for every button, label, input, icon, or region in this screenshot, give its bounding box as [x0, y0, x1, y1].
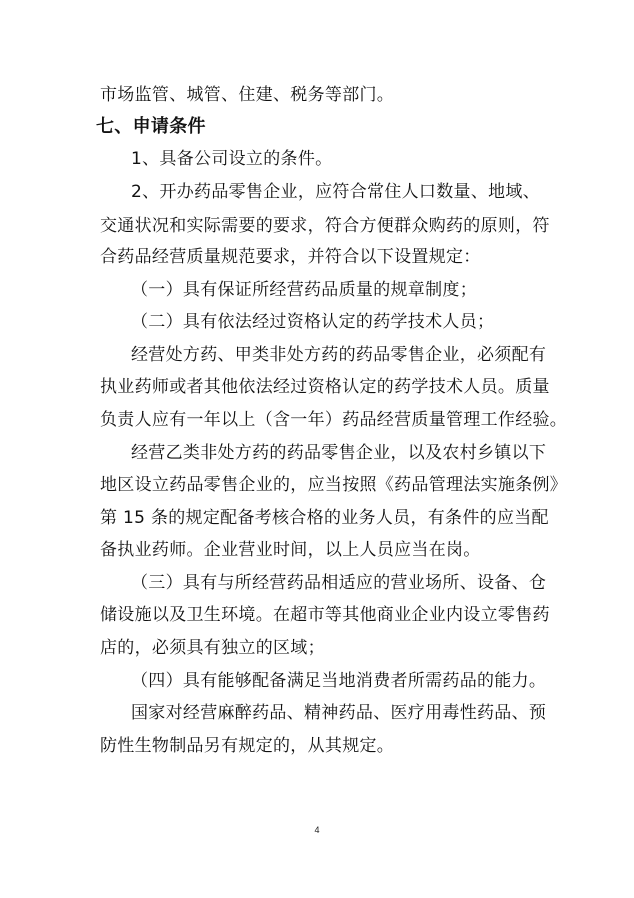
- section-heading: 七、申请条件: [96, 116, 206, 137]
- text-line-19: （四）具有能够配备满足当地消费者所需药品的能力。: [131, 671, 547, 691]
- text-line-10: 执业药师或者其他依法经过资格认定的药学技术人员。质量: [100, 377, 550, 397]
- text-line-5: 交通状况和实际需要的要求，符合方便群众购药的原则，符: [100, 216, 550, 236]
- text-line-15: 备执业药师。企业营业时间，以上人员应当在岗。: [100, 540, 481, 560]
- page-number: 4: [314, 825, 320, 835]
- text-line-3: 1、具备公司设立的条件。: [131, 149, 333, 169]
- text-line-12: 经营乙类非处方药的药品零售企业，以及农村乡镇以下: [131, 443, 547, 463]
- text-line-4: 2、开办药品零售企业，应符合常住人口数量、地域、: [131, 182, 541, 202]
- text-line-14: 第 15 条的规定配备考核合格的业务人员，有条件的应当配: [100, 508, 549, 528]
- text-line-17: 储设施以及卫生环境。在超市等其他商业企业内设立零售药: [100, 605, 550, 625]
- text-line-1: 市场监管、城管、住建、税务等部门。: [100, 85, 395, 105]
- text-line-20: 国家对经营麻醉药品、精神药品、医疗用毒性药品、预: [131, 703, 547, 723]
- text-line-11: 负责人应有一年以上（含一年）药品经营质量管理工作经验。: [100, 410, 568, 430]
- text-line-8: （二）具有依法经过资格认定的药学技术人员；: [131, 312, 495, 332]
- text-line-9: 经营处方药、甲类非处方药的药品零售企业，必须配有: [131, 345, 547, 365]
- text-line-18: 店的，必须具有独立的区域；: [100, 638, 325, 658]
- text-line-13: 地区设立药品零售企业的，应当按照《药品管理法实施条例》: [100, 475, 568, 495]
- text-line-6: 合药品经营质量规范要求，并符合以下设置规定：: [100, 247, 481, 267]
- text-line-21: 防性生物制品另有规定的，从其规定。: [100, 736, 395, 756]
- text-line-7: （一）具有保证所经营药品质量的规章制度；: [131, 280, 477, 300]
- text-line-16: （三）具有与所经营药品相适应的营业场所、设备、仓: [131, 573, 547, 593]
